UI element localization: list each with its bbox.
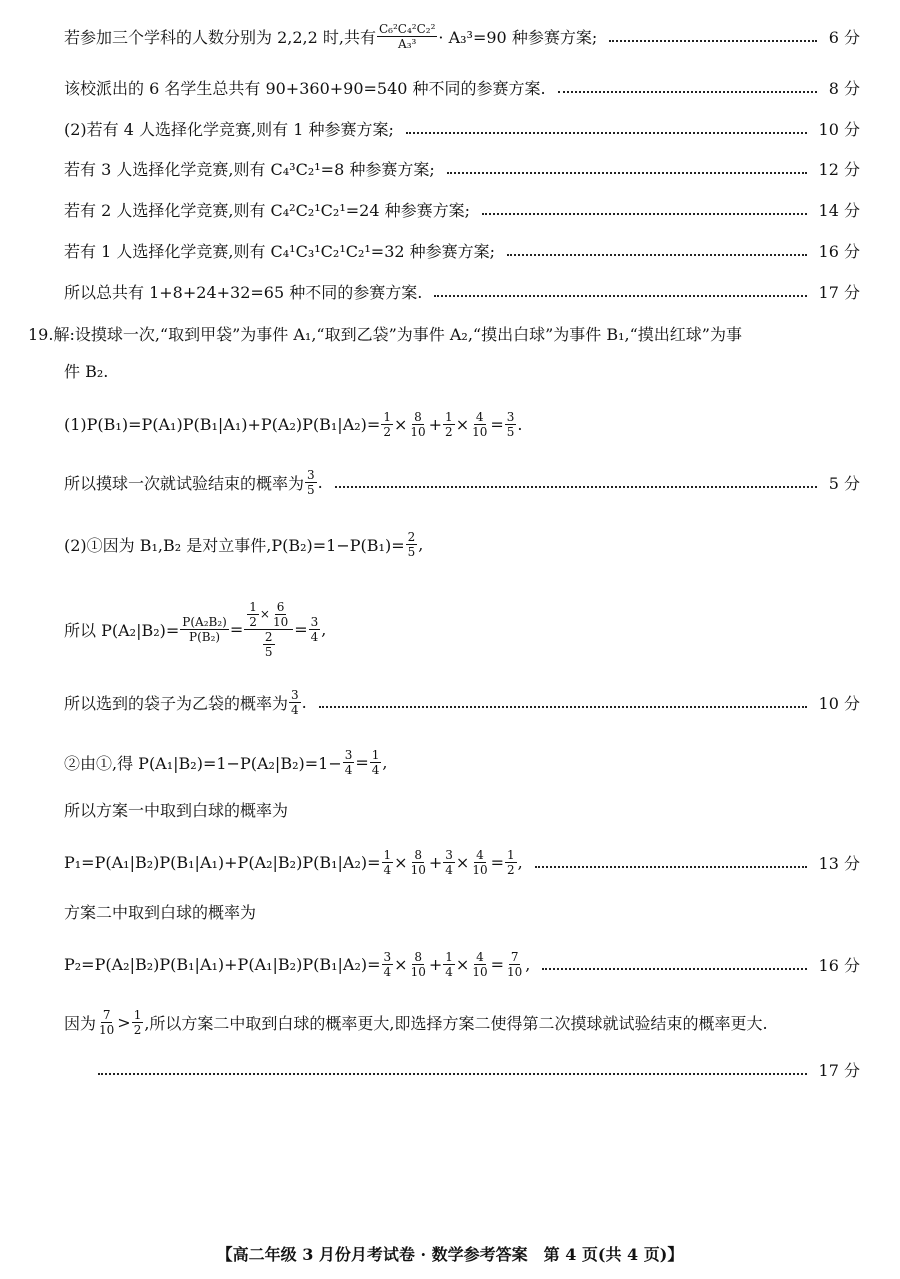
compound-fraction: $\frac{1}{2}$ × $\frac{6}{10}$ $\frac{2}{5}$	[244, 600, 293, 659]
leader-dots	[542, 968, 806, 970]
solution-line: 所以摸球一次就试验结束的概率为 $\frac{3}{5}$ . 5 分	[64, 468, 860, 497]
line-text: P₂=P(A₂|B₂)P(B₁|A₁)+P(A₁|B₂)P(B₁|A₂)=	[64, 955, 381, 974]
leader-dots	[434, 295, 806, 297]
leader-dots	[447, 172, 807, 174]
line-text: (2)①因为 B₁,B₂ 是对立事件,P(B₂)=1−P(B₁)=	[64, 536, 405, 555]
line-text: 若有 1 人选择化学竞赛,则有 C₄¹C₃¹C₂¹C₂¹=32 种参赛方案;	[64, 242, 496, 261]
leader-dots	[98, 1073, 807, 1075]
leader-dots	[406, 132, 807, 134]
fraction: $\frac{1}{2}$	[507, 848, 515, 877]
fraction: $\frac{4}{10}$	[472, 848, 488, 877]
score-label: 17 分	[818, 283, 860, 302]
line-text: 方案二中取到白球的概率为	[64, 903, 257, 922]
fraction: $\frac{3}{4}$	[344, 748, 353, 777]
fraction: $\frac{3}{4}$	[310, 615, 319, 644]
solution-line: (1)P(B₁)=P(A₁)P(B₁|A₁)+P(A₂)P(B₁|A₂)= $\frac{1}{2}$ × $\frac{8}{10}$ + $\frac{1}{2}$ × $\frac{4}{10}$ = $\frac{3}{5}$ .	[64, 410, 523, 439]
line-text: 件 B₂.	[64, 362, 109, 381]
leader-dots	[558, 91, 817, 93]
leader-dots	[535, 866, 807, 868]
leader-dots	[319, 706, 807, 708]
line-text: 19.解:设摸球一次,“取到甲袋”为事件 A₁,“取到乙袋”为事件 A₂,“摸出白球”为事件 B₁,“摸出红球”为事	[28, 325, 742, 344]
page-footer: 【高二年级 3 月份月考试卷 · 数学参考答案 第 4 页(共 4 页)】	[216, 1245, 684, 1264]
fraction: $\frac{3}{4}$	[383, 950, 392, 979]
score-label: 17 分	[818, 1061, 860, 1080]
fraction: $\frac{2}{5}$	[407, 530, 416, 559]
line-text: 所以选到的袋子为乙袋的概率为	[64, 694, 289, 713]
solution-line: P₂=P(A₂|B₂)P(B₁|A₁)+P(A₁|B₂)P(B₁|A₂)= $\frac{3}{4}$ × $\frac{8}{10}$ + $\frac{1}{4}$ × $\frac{4}{10}$ = $\frac{7}{10}$ , 16 分	[64, 950, 860, 979]
fraction: $\frac{3}{5}$	[506, 410, 515, 439]
fraction: $\frac{\text{P(A₂B₂)}}{\text{P(B₂)}}$	[182, 615, 227, 644]
line-text: (1)P(B₁)=P(A₁)P(B₁|A₁)+P(A₂)P(B₁|A₂)=	[64, 415, 381, 434]
fraction: $\frac{3}{5}$	[307, 468, 315, 497]
line-text: 若参加三个学科的人数分别为 2,2,2 时,共有	[64, 28, 376, 47]
score-label: 10 分	[818, 694, 860, 713]
solution-line: 所以选到的袋子为乙袋的概率为 $\frac{3}{4}$ . 10 分	[64, 688, 860, 717]
score-label: 5 分	[828, 474, 860, 493]
leader-dots	[507, 254, 806, 256]
leader-dots	[609, 40, 817, 42]
score-label: 13 分	[818, 854, 860, 873]
solution-line	[64, 280, 860, 303]
fraction: $\frac{1}{2}$	[133, 1008, 142, 1037]
line-text: 所以总共有 1+8+24+32=65 种不同的参赛方案.	[64, 283, 423, 302]
fraction: $\frac{8}{10}$	[410, 848, 426, 877]
line-text: 若有 2 人选择化学竞赛,则有 C₄²C₂¹C₂¹=24 种参赛方案;	[64, 201, 470, 220]
fraction: $\frac{7}{10}$	[507, 950, 523, 979]
solution-line	[64, 798, 860, 821]
line-text: (2)若有 4 人选择化学竞赛,则有 1 种参赛方案;	[64, 120, 394, 139]
score-label: 16 分	[818, 242, 860, 261]
solution-line	[64, 198, 860, 221]
solution-line: ②由①,得 P(A₁|B₂)=1−P(A₂|B₂)=1− $\frac{3}{4}$ = $\frac{1}{4}$ ,	[64, 748, 388, 777]
line-text: 若有 3 人选择化学竞赛,则有 C₄³C₂¹=8 种参赛方案;	[64, 160, 435, 179]
solution-line	[64, 76, 860, 99]
fraction: $\frac{7}{10}$	[99, 1008, 115, 1037]
score-label: 14 分	[818, 201, 860, 220]
solution-line: P₁=P(A₁|B₂)P(B₁|A₁)+P(A₂|B₂)P(B₁|A₂)= $\frac{1}{4}$ × $\frac{8}{10}$ + $\frac{3}{4}$ × $\frac{4}{10}$ = $\frac{1}{2}$ , 13 分	[64, 848, 860, 877]
question-19-header	[28, 322, 860, 345]
score-label: 8 分	[828, 79, 860, 98]
line-text: 因为	[64, 1014, 97, 1033]
line-text: · A₃³=90 种参赛方案;	[438, 28, 598, 47]
solution-line: 因为 $\frac{7}{10}$ > $\frac{1}{2}$ ,所以方案二中取到白球的概率更大,即选择方案二使得第二次摸球就试验结束的概率更大.	[64, 1008, 768, 1037]
solution-line: 所以 P(A₂|B₂)= $\frac{\text{P(A₂B₂)}}{\text{P(B₂)}}$ = $\frac{1}{2}$ × $\frac{6}{10}$ $\frac{2}{5}$ = $\frac{3}{4}$ ,	[64, 600, 327, 659]
solution-line	[64, 22, 860, 51]
line-text: ②由①,得 P(A₁|B₂)=1−P(A₂|B₂)=1−	[64, 754, 342, 773]
fraction: $\frac{4}{10}$	[472, 950, 488, 979]
line-text: 所以方案一中取到白球的概率为	[64, 801, 289, 820]
score-label: 16 分	[818, 956, 860, 975]
fraction: $\frac{\text{C₆²C₄²C₂²}}{\text{A₃³}}$	[378, 22, 436, 51]
score-label: 12 分	[818, 160, 860, 179]
fraction: $\frac{1}{4}$	[445, 950, 453, 979]
solution-line	[64, 157, 860, 180]
line-text: P₁=P(A₁|B₂)P(B₁|A₁)+P(A₂|B₂)P(B₁|A₂)=	[64, 853, 381, 872]
line-text: 该校派出的 6 名学生总共有 90+360+90=540 种不同的参赛方案.	[64, 79, 546, 98]
leader-dots	[335, 486, 817, 488]
score-label: 10 分	[818, 120, 860, 139]
solution-line	[64, 900, 860, 923]
fraction: $\frac{8}{10}$	[410, 950, 426, 979]
line-text: ,所以方案二中取到白球的概率更大,即选择方案二使得第二次摸球就试验结束的概率更大.	[144, 1014, 768, 1033]
solution-line	[64, 239, 860, 262]
fraction: $\frac{8}{10}$	[410, 410, 426, 439]
line-text: 所以 P(A₂|B₂)=	[64, 621, 180, 640]
fraction: $\frac{1}{4}$	[371, 748, 380, 777]
fraction: $\frac{1}{4}$	[383, 848, 392, 877]
solution-line	[64, 117, 860, 140]
score-label: 6 分	[828, 28, 860, 47]
solution-line	[98, 1058, 860, 1081]
fraction: $\frac{3}{4}$	[291, 688, 299, 717]
question-19-header-cont	[64, 359, 860, 382]
fraction: $\frac{4}{10}$	[472, 410, 488, 439]
fraction: $\frac{1}{2}$	[445, 410, 453, 439]
fraction: $\frac{3}{4}$	[445, 848, 453, 877]
line-text: 所以摸球一次就试验结束的概率为	[64, 474, 305, 493]
leader-dots	[482, 213, 807, 215]
solution-line: (2)①因为 B₁,B₂ 是对立事件,P(B₂)=1−P(B₁)= $\frac{2}{5}$ ,	[64, 530, 424, 559]
fraction: $\frac{1}{2}$	[383, 410, 391, 439]
